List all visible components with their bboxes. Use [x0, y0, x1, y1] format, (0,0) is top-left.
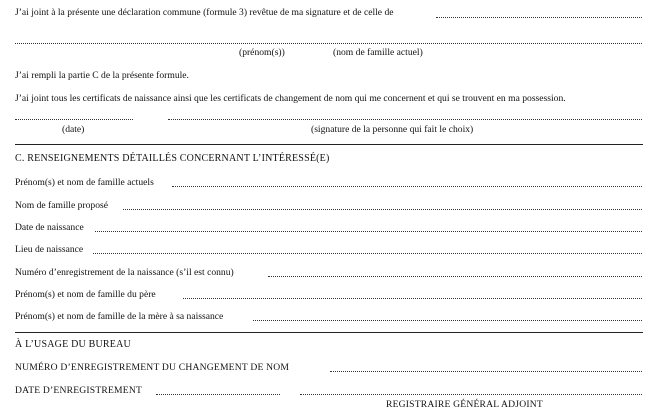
section-c-heading: C. RENSEIGNEMENTS DÉTAILLÉS CONCERNANT L’INTÉRESSÉ(E) [15, 153, 330, 164]
office-use-heading: À L’USAGE DU BUREAU [15, 339, 131, 350]
field-label-mother-names: Prénom(s) et nom de famille de la mère à sa naissance [15, 311, 224, 322]
joint-declaration-text: J’ai joint à la présente une déclaration commune (formule 3) revêtue de ma signature et de celle de [15, 7, 394, 18]
field-label-birth-registration-number: Numéro d’enregistrement de la naissance (s’il est connu) [15, 267, 234, 278]
registrar-signature-field[interactable] [300, 394, 642, 395]
field-label-proposed-surname: Nom de famille proposé [15, 200, 108, 211]
proposed-surname-field[interactable] [123, 209, 642, 210]
surname-caption: (nom de famille actuel) [333, 47, 423, 58]
certificates-statement: J’ai joint tous les certificats de naissance ainsi que les certificats de changement de nom qui me concernent et qui se trouvent en ma possession. [15, 93, 566, 104]
first-name-surname-field[interactable] [15, 43, 642, 44]
field-label-birth-date: Date de naissance [15, 222, 84, 233]
registration-date-field[interactable] [156, 394, 280, 395]
section-divider [15, 144, 643, 145]
date-field[interactable] [15, 119, 133, 120]
current-names-field[interactable] [172, 186, 642, 187]
other-signatory-field[interactable] [436, 17, 642, 18]
birth-registration-number-field[interactable] [268, 276, 642, 277]
father-names-field[interactable] [183, 298, 642, 299]
registration-number-field[interactable] [330, 371, 642, 372]
birth-date-field[interactable] [95, 231, 642, 232]
part-c-statement: J’ai rempli la partie C de la présente formule. [15, 70, 189, 81]
mother-names-field[interactable] [253, 320, 642, 321]
field-label-current-names: Prénom(s) et nom de famille actuels [15, 177, 154, 188]
registration-date-label: DATE D’ENREGISTREMENT [15, 385, 143, 396]
date-caption: (date) [62, 124, 85, 135]
office-use-divider [15, 332, 643, 333]
field-label-father-names: Prénom(s) et nom de famille du père [15, 289, 156, 300]
birth-place-field[interactable] [93, 253, 642, 254]
first-name-caption: (prénom(s)) [239, 47, 285, 58]
signature-caption: (signature de la personne qui fait le choix) [311, 124, 474, 135]
field-label-birth-place: Lieu de naissance [15, 244, 84, 255]
registration-number-label: NUMÉRO D’ENREGISTREMENT DU CHANGEMENT DE NOM [15, 362, 290, 373]
signature-field[interactable] [168, 119, 642, 120]
registrar-caption: REGISTRAIRE GÉNÉRAL ADJOINT [386, 399, 543, 410]
